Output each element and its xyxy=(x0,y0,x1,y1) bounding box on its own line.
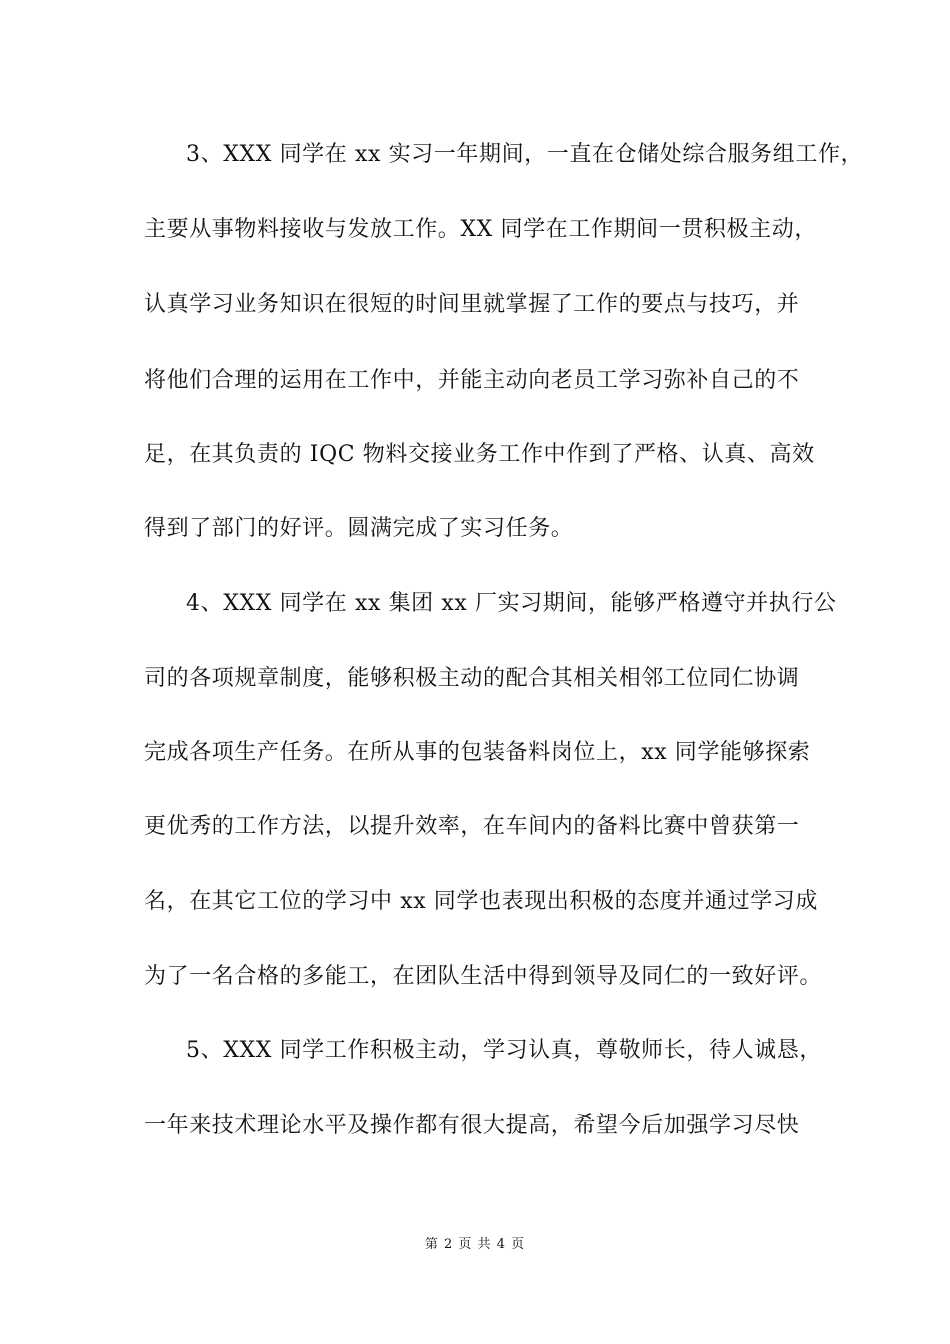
paragraph-4-line-3: 完成各项生产任务。在所从事的包装备料岗位上，xx 同学能够探索 xyxy=(144,740,811,765)
paragraph-3-line-2: 主要从事物料接收与发放工作。XX 同学在工作期间一贯积极主动， xyxy=(144,217,817,242)
paragraph-4-line-1: 4、XXX 同学在 xx 集团 xx 厂实习期间，能够严格遵守并执行公 xyxy=(186,591,837,616)
paragraph-4-line-5: 名，在其它工位的学习中 xx 同学也表现出积极的态度并通过学习成 xyxy=(144,889,819,914)
paragraph-5-line-2: 一年来技术理论水平及操作都有很大提高，希望今后加强学习尽快 xyxy=(144,1113,800,1138)
paragraph-3-line-1: 3、XXX 同学在 xx 实习一年期间，一直在仓储处综合服务组工作， xyxy=(186,142,864,167)
paragraph-3-line-5: 足，在其负责的 IQC 物料交接业务工作中作到了严格、认真、高效 xyxy=(144,442,815,467)
paragraph-4-line-4: 更优秀的工作方法，以提升效率，在车间内的备料比赛中曾获第一 xyxy=(144,814,800,839)
paragraph-5-line-1: 5、XXX 同学工作积极主动，学习认真，尊敬师长，待人诚恳， xyxy=(186,1038,822,1063)
paragraph-4-line-2: 司的各项规章制度，能够积极主动的配合其相关相邻工位同仁协调 xyxy=(144,666,800,691)
paragraph-3-line-3: 认真学习业务知识在很短的时间里就掌握了工作的要点与技巧，并 xyxy=(144,292,800,317)
paragraph-3-line-4: 将他们合理的运用在工作中，并能主动向老员工学习弥补自己的不 xyxy=(144,368,800,393)
paragraph-3-line-6: 得到了部门的好评。圆满完成了实习任务。 xyxy=(144,516,574,541)
paragraph-4-line-6: 为了一名合格的多能工，在团队生活中得到领导及同仁的一致好评。 xyxy=(144,964,823,989)
page-number-footer: 第 2 页 共 4 页 xyxy=(424,1237,526,1252)
